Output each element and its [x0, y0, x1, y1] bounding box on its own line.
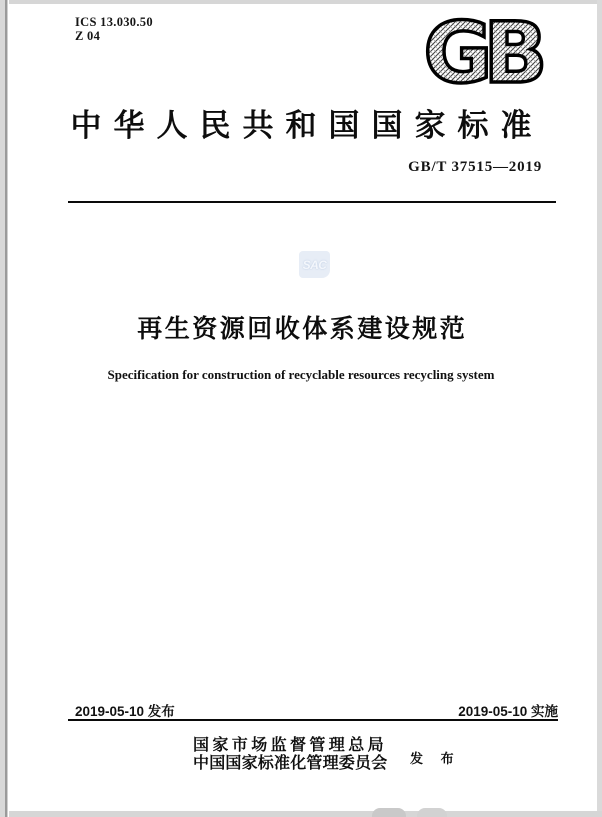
scan-artifact-curl — [372, 808, 406, 817]
scan-artifact-curl — [417, 808, 447, 817]
publisher-name-primary: 国家市场监督管理总局 — [193, 737, 388, 754]
footer-divider-rule — [68, 719, 558, 721]
implementation-date: 2019-05-10 实施 — [458, 704, 558, 719]
sac-watermark: SAC — [299, 251, 330, 278]
ics-classification-block — [75, 15, 153, 43]
scan-edge-top — [0, 0, 602, 4]
gb-logo-icon — [398, 14, 560, 94]
publish-label: 发 布 — [410, 751, 461, 766]
national-standard-heading: 中华人民共和国国家标准 — [70, 108, 544, 143]
publisher-block — [193, 737, 391, 773]
doc-class-code: Z 04 — [75, 29, 101, 43]
standard-number: GB/T 37515—2019 — [408, 159, 542, 175]
publisher-name-secondary: 中国国家标准化管理委员会 — [193, 755, 388, 772]
ics-code: ICS 13.030.50 — [75, 15, 153, 29]
standard-title-english: Specification for construction of recyclable resources recycling system — [107, 367, 495, 382]
gb-logo-letters: GB — [423, 14, 539, 94]
standard-title-chinese: 再生资源回收体系建设规范 — [137, 315, 468, 343]
dates-row — [75, 700, 558, 720]
issue-date: 2019-05-10 发布 — [75, 704, 175, 719]
scan-edge-bottom — [0, 811, 602, 817]
header-divider-rule — [68, 201, 556, 203]
